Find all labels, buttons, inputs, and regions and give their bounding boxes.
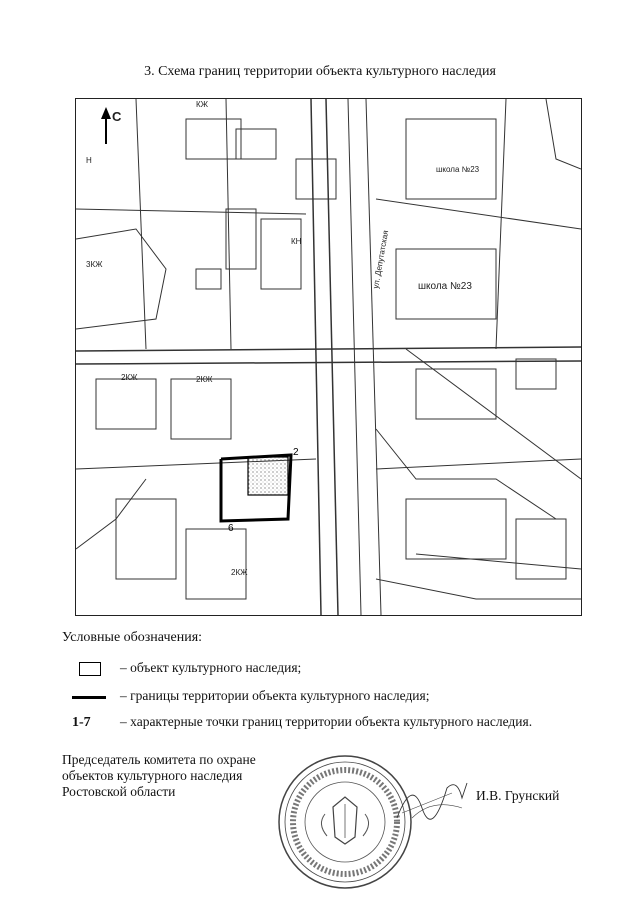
map-label-km-4: 3КЖ: [86, 260, 103, 269]
boundary-points-symbol: 1-7: [72, 715, 91, 730]
map-label-km-6: Н: [86, 156, 92, 165]
map-label-school-mid: школа №23: [418, 281, 472, 292]
cadastral-map: [75, 98, 582, 616]
boundary-point-2: 2: [293, 447, 299, 458]
map-label-km-5: 2КЖ: [231, 568, 248, 577]
signatory-line-1: Председатель комитета по охране: [62, 752, 256, 767]
north-label: С: [112, 109, 122, 124]
signatory-line-2: объектов культурного наследия: [62, 768, 243, 783]
map-label-km-3: 2КЖ: [196, 375, 213, 384]
signatory-block: [62, 752, 256, 800]
heritage-object-symbol: [79, 662, 101, 676]
map-drawing: [76, 99, 581, 615]
legend-item-object: [62, 660, 602, 680]
legend-item-object-text: – объект культурного наследия;: [120, 660, 302, 675]
legend-item-points: [62, 714, 602, 734]
map-label-street: ул. Депутатская: [371, 229, 391, 290]
map-label-km-1: КЖ: [196, 100, 209, 109]
page-title: 3. Схема границ территории объекта культурного наследия: [144, 64, 496, 79]
boundary-line-symbol: [72, 696, 106, 699]
map-label-school-top: школа №23: [436, 165, 480, 174]
signatory-name: И.В. Грунский: [476, 788, 560, 803]
map-label-km-7: КН: [291, 237, 302, 246]
legend-item-boundary: [62, 688, 602, 708]
legend-item-boundary-text: – границы территории объекта культурного наследия;: [120, 688, 430, 703]
legend-heading: Условные обозначения:: [62, 630, 203, 645]
boundary-point-6: 6: [228, 523, 234, 534]
handwritten-signature: [392, 768, 472, 828]
legend-item-points-text: – характерные точки границ территории объекта культурного наследия.: [120, 714, 533, 729]
map-label-km-2: 2КЖ: [121, 373, 138, 382]
signatory-line-3: Ростовской области: [62, 784, 176, 799]
